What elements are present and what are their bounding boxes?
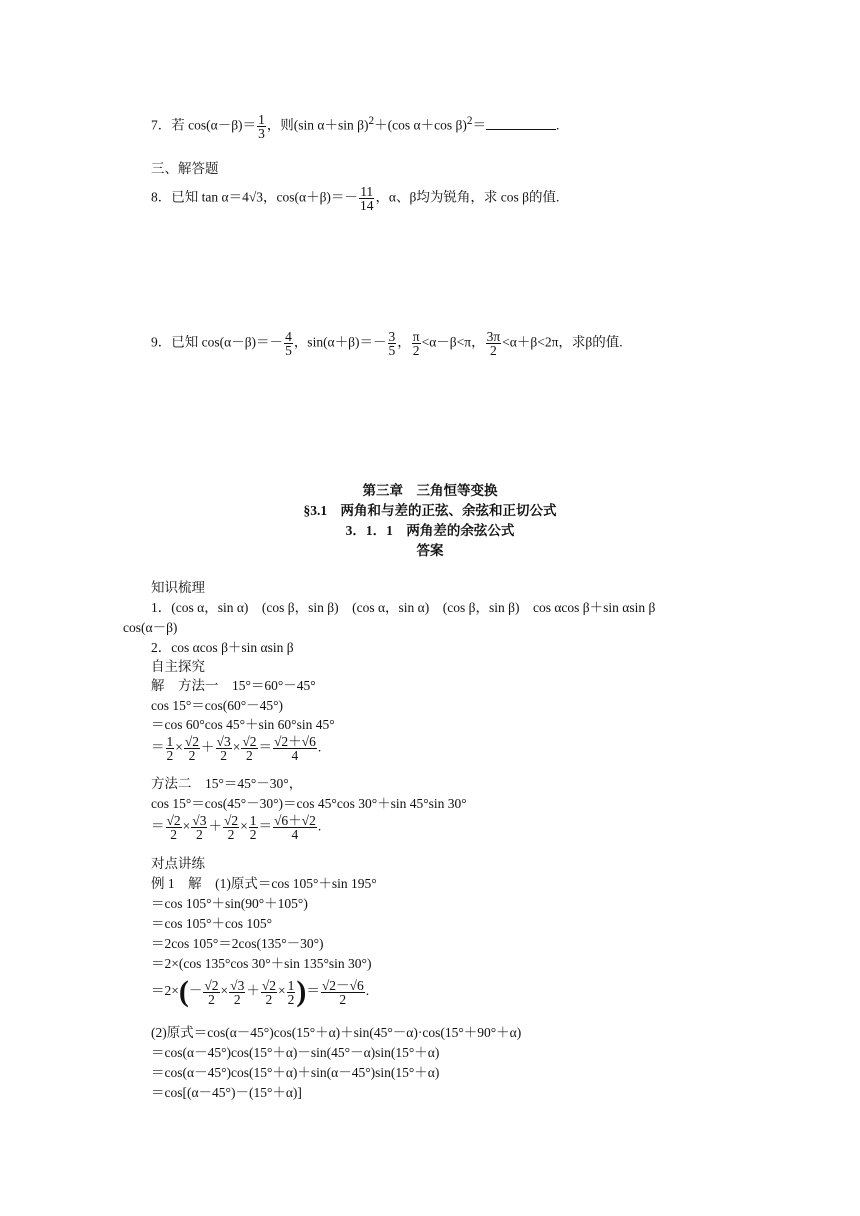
- q9-f2-num: 3: [388, 329, 396, 344]
- q9-f3-num: π: [412, 329, 420, 344]
- q7-text-d: ＝: [472, 117, 486, 133]
- e1e-frac-4: [287, 979, 296, 1006]
- m1c-frac-1: [166, 735, 175, 762]
- q9-f2-den: 5: [388, 343, 396, 358]
- example-1-step-d: ＝2×(cos 135°cos 30°＋sin 135°sin 30°): [151, 956, 372, 971]
- m2b-f4-num: 1: [249, 813, 257, 828]
- method-2-step-b: [151, 814, 321, 841]
- subsection-title: 3．1．1 两角差的余弦公式: [345, 523, 515, 538]
- m2b-plus: ＋: [208, 818, 222, 834]
- q9-fraction-4: [486, 330, 502, 357]
- e1e-eq: ＝: [306, 983, 320, 999]
- q7-frac-num: 1: [258, 111, 265, 127]
- q9-f4-den: 2: [489, 343, 497, 358]
- m1c-f3-den: 2: [220, 748, 227, 763]
- knowledge-item-2: 2．cos αcos β＋sin αsin β: [151, 640, 294, 655]
- q7-frac-den: 3: [258, 125, 265, 141]
- q8-frac-num: 11: [360, 184, 374, 199]
- m2b-frac-3: [223, 814, 239, 841]
- method-2: 方法二 15°＝45°－30°，: [151, 776, 303, 791]
- e1e-f2-num: √3: [230, 977, 245, 993]
- practice-heading: 对点讲练: [151, 856, 205, 871]
- example-1: 例 1 解 (1)原式＝cos 105°＋sin 195°: [151, 876, 377, 891]
- m1c-f4-num: √2: [242, 734, 257, 749]
- q9-fraction-3: [412, 330, 421, 357]
- e1e-times-2: ×: [278, 983, 286, 999]
- m1c-f4-den: 2: [246, 748, 253, 763]
- m2b-f5-num: √6＋√2: [274, 813, 316, 828]
- e1e-right-paren: ): [296, 975, 307, 1008]
- q7-sup-2: 2: [466, 115, 473, 127]
- q8-frac-den: 14: [359, 198, 374, 213]
- m2b-f3-den: 2: [227, 827, 235, 842]
- m2b-f2-den: 2: [196, 827, 203, 842]
- m2b-frac-4: [249, 814, 258, 841]
- m2b-f1-num: √2: [166, 813, 181, 828]
- method-1-step-a: cos 15°＝cos(60°－45°): [151, 698, 284, 713]
- e1e-left-paren: (: [178, 975, 189, 1008]
- e1e-prefix: ＝2×: [151, 983, 179, 999]
- e1e-f2-den: 2: [233, 991, 241, 1007]
- question-8: [151, 185, 559, 212]
- m1c-frac-4: [241, 735, 257, 762]
- q9-text-d: <α－β<π，: [421, 334, 485, 350]
- e1e-frac-5: [321, 979, 365, 1006]
- knowledge-heading: 知识梳理: [151, 580, 205, 595]
- example-1-step-c: ＝2cos 105°＝2cos(135°－30°): [151, 936, 324, 951]
- e1e-minus: －: [188, 983, 203, 999]
- example-1-part-2-step-b: ＝cos(α－45°)cos(15°＋α)＋sin(α－45°)sin(15°＋α): [151, 1065, 440, 1080]
- m1c-f5-num: √2＋√6: [274, 734, 316, 749]
- q8-fraction: [359, 185, 375, 212]
- m1c-f3-num: √3: [216, 734, 231, 749]
- e1e-f1-den: 2: [208, 991, 215, 1007]
- m1c-f2-den: 2: [188, 748, 196, 763]
- m2b-end: .: [317, 818, 322, 834]
- m2b-frac-2: [191, 814, 207, 841]
- m1c-times-1: ×: [175, 739, 183, 755]
- m2b-frac-1: [166, 814, 182, 841]
- answer-title: 答案: [416, 543, 444, 558]
- m1c-eq: ＝: [151, 739, 165, 755]
- q8-text-a: 8．已知 tan α＝4: [151, 189, 249, 205]
- answer-blank: [486, 117, 556, 130]
- m1c-frac-5: [273, 735, 317, 762]
- e1e-f4-num: 1: [287, 977, 295, 993]
- m2b-times-1: ×: [182, 818, 191, 834]
- q8-root: √3: [248, 189, 263, 205]
- q7-text-a: 7．若 cos(α－β)＝: [151, 117, 257, 133]
- q9-fraction-1: [284, 330, 293, 357]
- q7-sup-1: 2: [368, 115, 375, 127]
- q7-fraction: [257, 113, 266, 140]
- e1e-frac-1: [203, 979, 219, 1006]
- m2b-f4-den: 2: [249, 827, 257, 842]
- q7-text-c: ＋(cos α＋cos β): [374, 117, 467, 133]
- example-1-step-a: ＝cos 105°＋sin(90°＋105°): [151, 896, 308, 911]
- q8-text-c: ，α、β均为锐角，求 cos β的值.: [375, 189, 560, 205]
- m1c-frac-3: [216, 735, 232, 762]
- method-1-step-c: [151, 735, 321, 762]
- q9-f4-num: 3π: [486, 329, 501, 344]
- method-1-step-b: ＝cos 60°cos 45°＋sin 60°sin 45°: [151, 717, 335, 732]
- m1c-eq-2: ＝: [258, 739, 273, 755]
- example-1-part-2: (2)原式＝cos(α－45°)cos(15°＋α)＋sin(45°－α)·cos(15°＋90°＋α): [151, 1025, 522, 1040]
- q9-f3-den: 2: [412, 343, 420, 358]
- knowledge-item-1-cont: cos(α－β): [123, 620, 178, 635]
- knowledge-item-1: 1．(cos α，sin α) (cos β，sin β) (cos α，sin α) (cos β，sin β) cos αcos β＋sin αsin β: [151, 600, 656, 615]
- q9-fraction-2: [388, 330, 397, 357]
- q7-text-b: ，则(sin α＋sin β): [266, 117, 369, 133]
- e1e-plus: ＋: [246, 983, 260, 999]
- q9-text-c: ，: [397, 334, 411, 350]
- chapter-title: 第三章 三角恒等变换: [362, 483, 498, 498]
- section-title: §3.1 两角和与差的正弦、余弦和正切公式: [303, 503, 557, 518]
- m1c-f5-den: 4: [291, 748, 299, 763]
- q8-text-b: ，cos(α＋β)＝－: [263, 189, 358, 205]
- example-1-part-2-step-a: ＝cos(α－45°)cos(15°＋α)－sin(45°－α)sin(15°＋α): [151, 1045, 440, 1060]
- e1e-frac-2: [229, 979, 245, 1006]
- example-1-part-2-step-c: ＝cos[(α－45°)－(15°＋α)]: [151, 1085, 302, 1100]
- m2b-f2-num: √3: [192, 813, 207, 828]
- e1e-f3-den: 2: [265, 991, 273, 1007]
- m2b-f5-den: 4: [291, 827, 299, 842]
- m1c-end: .: [317, 739, 322, 755]
- m1c-times-2: ×: [232, 739, 241, 755]
- m2b-times-2: ×: [240, 818, 248, 834]
- m1c-f2-num: √2: [184, 734, 200, 749]
- m2b-f3-num: √2: [223, 813, 239, 828]
- m2b-frac-5: [273, 814, 317, 841]
- m2b-eq-2: ＝: [258, 818, 273, 834]
- q7-text-e: .: [555, 117, 560, 133]
- m1c-f1-num: 1: [166, 734, 174, 749]
- q9-f1-den: 5: [285, 343, 292, 358]
- explore-heading: 自主探究: [151, 659, 205, 674]
- q9-text-e: <α＋β<2π，求β的值.: [502, 334, 623, 350]
- method-2-step-a: cos 15°＝cos(45°－30°)＝cos 45°cos 30°＋sin 45°sin 30°: [151, 796, 467, 811]
- question-9: [151, 330, 623, 357]
- example-1-step-b: ＝cos 105°＋cos 105°: [151, 916, 273, 931]
- m1c-f1-den: 2: [166, 748, 174, 763]
- m1c-plus: ＋: [201, 739, 215, 755]
- q9-f1-num: 4: [285, 329, 292, 344]
- e1e-times-1: ×: [220, 983, 229, 999]
- e1e-frac-3: [261, 979, 277, 1006]
- e1e-f3-num: √2: [261, 977, 277, 993]
- m1c-frac-2: [184, 735, 200, 762]
- question-7: [151, 112, 559, 140]
- e1e-f5-den: 2: [339, 991, 347, 1007]
- e1e-end: .: [365, 983, 370, 999]
- q9-text-b: ，sin(α＋β)＝－: [293, 334, 387, 350]
- q9-text-a: 9．已知 cos(α－β)＝－: [151, 334, 284, 350]
- m2b-f1-den: 2: [170, 827, 177, 842]
- method-1: 解 方法一 15°＝60°－45°: [151, 678, 316, 693]
- e1e-f5-num: √2－√6: [321, 977, 364, 993]
- e1e-f4-den: 2: [287, 991, 295, 1007]
- e1e-f1-num: √2: [204, 977, 219, 993]
- section-heading-3: 三、解答题: [151, 161, 219, 176]
- example-1-step-e: [151, 977, 369, 1007]
- m2b-eq: ＝: [151, 818, 165, 834]
